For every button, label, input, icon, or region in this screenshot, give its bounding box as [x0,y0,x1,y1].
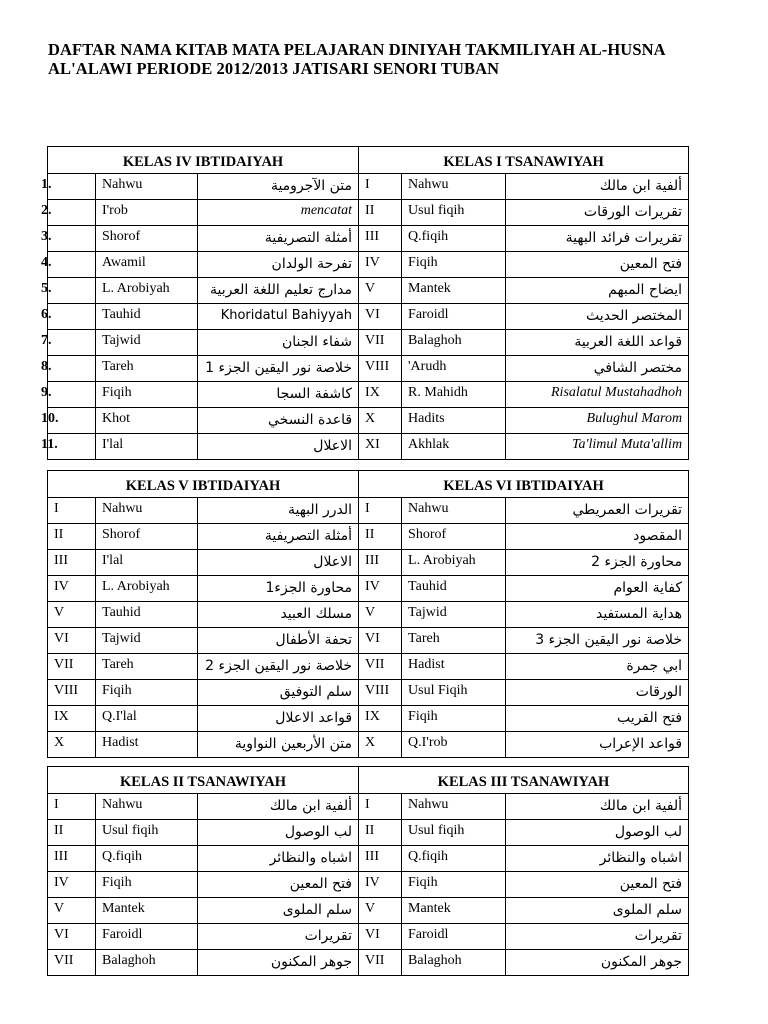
left-number: III [48,846,96,872]
right-number: IV [359,252,402,278]
left-number: 5. [48,278,96,304]
left-subject: I'rob [96,200,198,226]
left-number: VI [48,628,96,654]
left-number: VIII [48,680,96,706]
right-book: تقريرات الورقات [506,200,689,226]
left-number: 9. [48,382,96,408]
left-book: مسلك العبيد [198,602,359,628]
left-number: IV [48,872,96,898]
right-subject: R. Mahidh [402,382,506,408]
right-subject: Hadits [402,408,506,434]
right-class-heading: KELAS III TSANAWIYAH [359,767,689,794]
left-book: تقريرات [198,924,359,950]
left-number: 6. [48,304,96,330]
left-class-heading: KELAS V IBTIDAIYAH [48,471,359,498]
table-row [48,408,689,434]
left-subject: Balaghoh [96,950,198,976]
left-book: لب الوصول [198,820,359,846]
right-class-heading: KELAS VI IBTIDAIYAH [359,471,689,498]
left-class-heading: KELAS IV IBTIDAIYAH [48,147,359,174]
left-subject: Faroidl [96,924,198,950]
table-row [48,174,689,200]
right-subject: Usul Fiqih [402,680,506,706]
right-number: V [359,602,402,628]
table-row [48,924,689,950]
table-row [48,846,689,872]
right-number: I [359,498,402,524]
left-number: 7. [48,330,96,356]
table-row [48,304,689,330]
right-subject: Faroidl [402,924,506,950]
left-number: II [48,524,96,550]
right-book: الورقات [506,680,689,706]
right-subject: Hadist [402,654,506,680]
left-number: 10. [48,408,96,434]
right-subject: Balaghoh [402,950,506,976]
left-subject: Q.fiqih [96,846,198,872]
table-row [48,200,689,226]
right-book: هداية المستفيد [506,602,689,628]
left-book: جوهر المكنون [198,950,359,976]
right-subject: Fiqih [402,706,506,732]
left-number: V [48,602,96,628]
right-number: VIII [359,356,402,382]
left-book: Khoridatul Bahiyyah [198,304,359,330]
left-number: 8. [48,356,96,382]
left-number: X [48,732,96,758]
right-number: VI [359,628,402,654]
table-row [48,252,689,278]
title-line-1: DAFTAR NAMA KITAB MATA PELAJARAN DINIYAH TAKMILIYAH AL-HUSNA [48,40,666,59]
left-number: 11. [48,434,96,460]
left-book: سلم الملوى [198,898,359,924]
left-number: 1. [48,174,96,200]
right-subject: Tajwid [402,602,506,628]
left-book: قواعد الاعلال [198,706,359,732]
left-subject: Tajwid [96,330,198,356]
left-subject: Hadist [96,732,198,758]
document-title [48,40,748,78]
left-subject: Tareh [96,654,198,680]
table-row [48,576,689,602]
right-number: X [359,732,402,758]
right-number: VII [359,330,402,356]
table-row [48,550,689,576]
left-number: IV [48,576,96,602]
right-subject: Usul fiqih [402,820,506,846]
right-number: V [359,898,402,924]
left-subject: Tajwid [96,628,198,654]
table-kelas-v-and-vi [47,470,689,758]
right-number: II [359,200,402,226]
left-number: VI [48,924,96,950]
left-subject: Nahwu [96,498,198,524]
right-subject: Fiqih [402,872,506,898]
left-book: الاعلال [198,550,359,576]
left-subject: Nahwu [96,794,198,820]
table-row [48,820,689,846]
left-number: 3. [48,226,96,252]
right-subject: Mantek [402,898,506,924]
left-book: مدارج تعليم اللغة العربية [198,278,359,304]
left-book: متن الأربعين النواوية [198,732,359,758]
left-book: اشباه والنظائر [198,846,359,872]
right-subject: Akhlak [402,434,506,460]
right-book: Risalatul Mustahadhoh [506,382,689,408]
left-book: سلم التوفيق [198,680,359,706]
table-row [48,706,689,732]
right-book: تقريرات العمريطي [506,498,689,524]
right-book: قواعد اللغة العربية [506,330,689,356]
right-book: فتح المعين [506,252,689,278]
table-row [48,382,689,408]
right-subject: Tareh [402,628,506,654]
left-number: III [48,550,96,576]
left-number: 2. [48,200,96,226]
left-number: V [48,898,96,924]
right-subject: Q.fiqih [402,846,506,872]
table-row [48,434,689,460]
right-subject: Q.I'rob [402,732,506,758]
right-book: Ta'limul Muta'allim [506,434,689,460]
right-book: لب الوصول [506,820,689,846]
right-subject: 'Arudh [402,356,506,382]
right-book: ألفية ابن مالك [506,794,689,820]
right-book: مختصر الشافي [506,356,689,382]
table-row [48,278,689,304]
left-subject: I'lal [96,434,198,460]
table-row [48,226,689,252]
right-number: III [359,550,402,576]
right-book: فتح القريب [506,706,689,732]
right-number: III [359,226,402,252]
left-number: VII [48,654,96,680]
right-book: تقريرات فرائد البهية [506,226,689,252]
left-subject: Tauhid [96,602,198,628]
table-row [48,628,689,654]
header-row [48,147,689,174]
table-row [48,898,689,924]
header-row [48,471,689,498]
right-book: ايضاح المبهم [506,278,689,304]
table-row [48,872,689,898]
right-book: المقصود [506,524,689,550]
left-book: تحفة الأطفال [198,628,359,654]
left-book: mencatat [198,200,359,226]
left-book: الدرر البهية [198,498,359,524]
left-book: أمثلة التصريفية [198,524,359,550]
table-row [48,794,689,820]
table-row [48,330,689,356]
right-subject: Faroidl [402,304,506,330]
right-class-heading: KELAS I TSANAWIYAH [359,147,689,174]
right-subject: Nahwu [402,794,506,820]
left-book: قاعدة النسخي [198,408,359,434]
right-subject: Fiqih [402,252,506,278]
right-subject: Nahwu [402,174,506,200]
right-subject: L. Arobiyah [402,550,506,576]
table-kelas-ii-and-iii [47,766,689,976]
right-book: سلم الملوى [506,898,689,924]
left-subject: L. Arobiyah [96,278,198,304]
right-book: محاورة الجزء 2 [506,550,689,576]
header-row [48,767,689,794]
table-row [48,356,689,382]
right-number: VII [359,654,402,680]
left-book: خلاصة نور اليقين الجزء 1 [198,356,359,382]
left-subject: Mantek [96,898,198,924]
left-number: I [48,794,96,820]
left-subject: L. Arobiyah [96,576,198,602]
right-number: II [359,820,402,846]
table-kelas-iv-and-i [41,146,689,460]
table-row [48,602,689,628]
left-book: محاورة الجزء1 [198,576,359,602]
right-book: ألفية ابن مالك [506,174,689,200]
right-number: V [359,278,402,304]
right-book: Bulughul Marom [506,408,689,434]
right-book: اشباه والنظائر [506,846,689,872]
left-subject: Fiqih [96,872,198,898]
right-number: VII [359,950,402,976]
right-number: III [359,846,402,872]
table-row [48,680,689,706]
left-number: I [48,498,96,524]
left-book: ألفية ابن مالك [198,794,359,820]
right-number: IV [359,576,402,602]
left-number: II [48,820,96,846]
right-subject: Shorof [402,524,506,550]
right-book: ابي جمرة [506,654,689,680]
right-number: X [359,408,402,434]
right-subject: Balaghoh [402,330,506,356]
right-number: IX [359,382,402,408]
right-number: I [359,794,402,820]
left-subject: I'lal [96,550,198,576]
left-subject: Fiqih [96,680,198,706]
right-book: جوهر المكنون [506,950,689,976]
right-subject: Mantek [402,278,506,304]
left-book: خلاصة نور اليقين الجزء 2 [198,654,359,680]
right-number: VI [359,304,402,330]
right-subject: Usul fiqih [402,200,506,226]
right-book: كفاية العوام [506,576,689,602]
right-number: I [359,174,402,200]
left-book: أمثلة التصريفية [198,226,359,252]
table-row [48,498,689,524]
right-number: IX [359,706,402,732]
right-number: VIII [359,680,402,706]
left-subject: Tauhid [96,304,198,330]
right-number: XI [359,434,402,460]
right-number: VI [359,924,402,950]
left-book: تفرحة الولدان [198,252,359,278]
right-subject: Tauhid [402,576,506,602]
right-book: فتح المعين [506,872,689,898]
left-subject: Q.I'lal [96,706,198,732]
right-number: IV [359,872,402,898]
table-row [48,654,689,680]
right-book: قواعد الإعراب [506,732,689,758]
left-class-heading: KELAS II TSANAWIYAH [48,767,359,794]
left-subject: Nahwu [96,174,198,200]
right-number: II [359,524,402,550]
left-subject: Tareh [96,356,198,382]
left-number: 4. [48,252,96,278]
left-subject: Usul fiqih [96,820,198,846]
table-row [48,524,689,550]
table-row [48,950,689,976]
left-book: متن الآجرومية [198,174,359,200]
title-line-2: AL'ALAWI PERIODE 2012/2013 JATISARI SENORI TUBAN [48,59,500,78]
left-subject: Fiqih [96,382,198,408]
left-book: الاعلال [198,434,359,460]
left-book: شفاء الجنان [198,330,359,356]
left-subject: Khot [96,408,198,434]
table-row [48,732,689,758]
left-number: VII [48,950,96,976]
right-book: المختصر الحديث [506,304,689,330]
left-subject: Awamil [96,252,198,278]
right-book: تقريرات [506,924,689,950]
left-number: IX [48,706,96,732]
left-subject: Shorof [96,226,198,252]
right-book: خلاصة نور اليقين الجزء 3 [506,628,689,654]
right-subject: Q.fiqih [402,226,506,252]
left-book: كاشفة السجا [198,382,359,408]
left-subject: Shorof [96,524,198,550]
right-subject: Nahwu [402,498,506,524]
left-book: فتح المعين [198,872,359,898]
